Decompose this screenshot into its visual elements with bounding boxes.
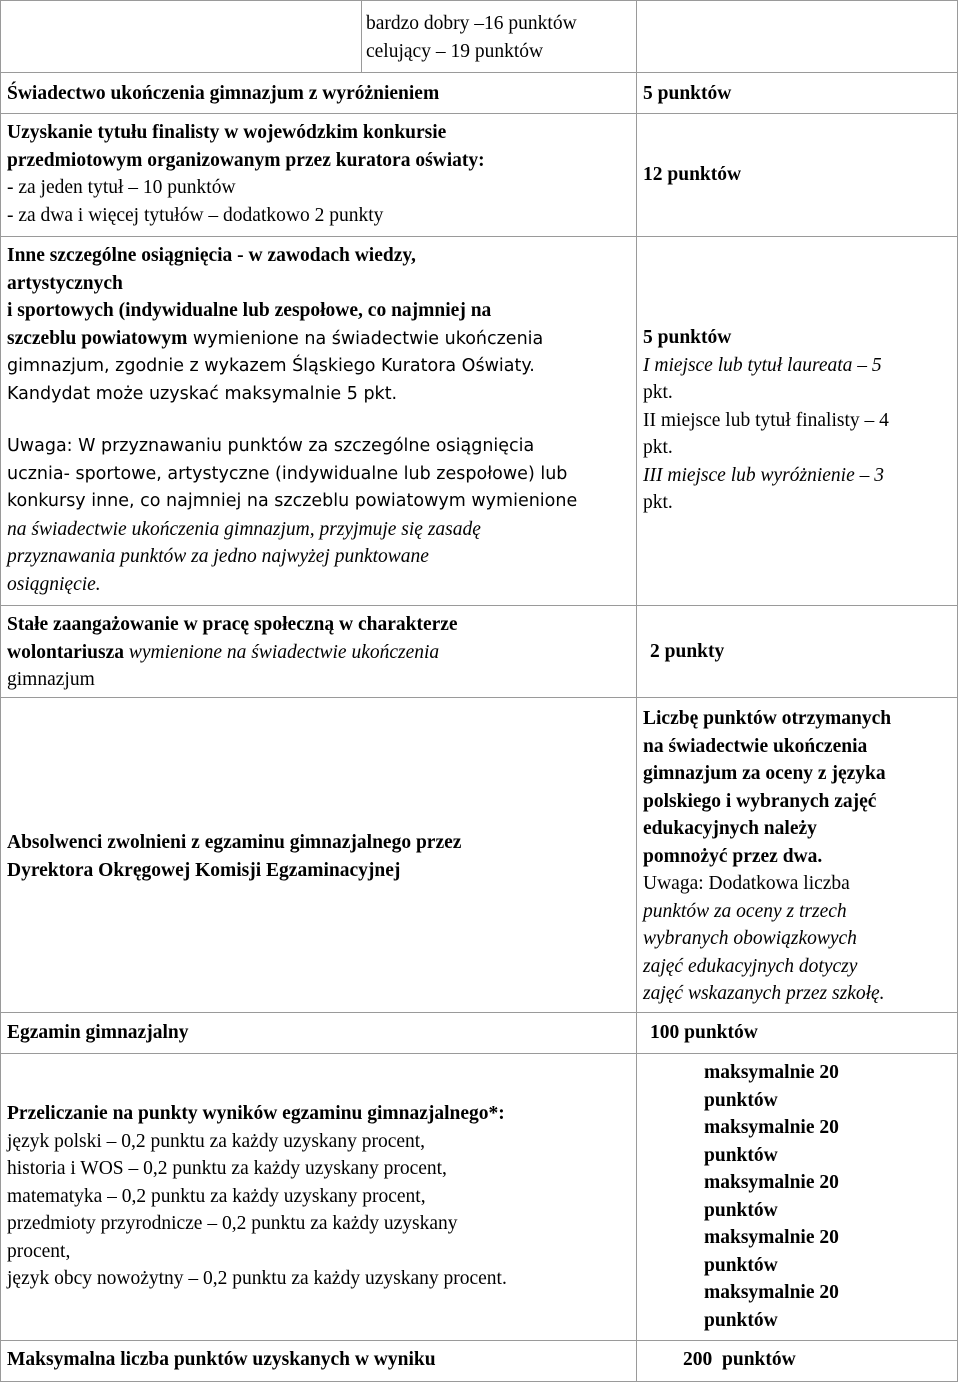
total-label: Maksymalna liczba punktów uzyskanych w wyniku bbox=[7, 1349, 436, 1370]
volunteer-description: Stałe zaangażowanie w pracę społeczną w charakterze wolontariusza wymienione na świadectwie ukończenia gimnazjum bbox=[7, 614, 458, 690]
certificate-label: Świadectwo ukończenia gimnazjum z wyróżnieniem bbox=[7, 83, 440, 104]
exempt-rule: Liczbę punktów otrzymanych na świadectwie ukończenia gimnazjum za oceny z języka polskiego i wybranych zajęć edukacyjnych należy pomnożyć przez dwa. Uwaga: Dodatkowa liczba punktów za oceny z trzech wybranych obowiązkowych zajęć edukacyjnych dotyczy zajęć wskazanych przez szkołę. bbox=[643, 708, 892, 1004]
row-divider bbox=[0, 113, 958, 114]
exempt-description: Absolwenci zwolnieni z egzaminu gimnazjalnego przez Dyrektora Okręgowej Komisji Egzaminacyjnej bbox=[7, 832, 462, 881]
row-divider bbox=[0, 1053, 958, 1054]
achievements-points: 5 punktów I miejsce lub tytuł laureata – 5 pkt. II miejsce lub tytuł finalisty – 4 pkt. III miejsce lub wyróżnienie – 3 pkt. bbox=[643, 327, 889, 513]
finalist-points: 12 punktów bbox=[643, 164, 742, 185]
achievements-description: Inne szczególne osiągnięcia - w zawodach wiedzy, artystycznych i sportowych (indywidualne lub zespołowe, co najmniej na szczeblu powiatowym wymienione na świadectwie ukończenia gimnazjum, zgodnie z wykazem Śląskiego Kuratora Oświaty. Kandydat może uzyskać maksymalnie 5 pkt. bbox=[7, 245, 544, 404]
row-divider bbox=[0, 1340, 958, 1341]
volunteer-points: 2 punkty bbox=[650, 641, 725, 662]
conversion-points: maksymalnie 20 punktów maksymalnie 20 punktów maksymalnie 20 punktów maksymalnie 20 punktów maksymalnie 20 punktów bbox=[704, 1062, 839, 1331]
column-divider bbox=[361, 0, 362, 72]
total-points: 200 punktów bbox=[683, 1349, 796, 1370]
finalist-description: Uzyskanie tytułu finalisty w wojewódzkim konkursie przedmiotowym organizowanym przez kuratora oświaty: - za jeden tytuł – 10 punktów - za dwa i więcej tytułów – dodatkowo 2 punkty bbox=[7, 122, 485, 226]
grade-very-good: bardzo dobry –16 punktów bbox=[366, 13, 577, 34]
exam-label: Egzamin gimnazjalny bbox=[7, 1022, 189, 1043]
conversion-description: Przeliczanie na punkty wyników egzaminu gimnazjalnego*: język polski – 0,2 punktu za każdy uzyskany procent, historia i WOS – 0,2 punktu za każdy uzyskany procent, matematyka – 0,2 punktu za każdy uzyskany procent, przedmioty przyrodnicze – 0,2 punktu za każdy uzyskany procent, język obcy nowożytny – 0,2 punktu za każdy uzyskany procent. bbox=[7, 1103, 507, 1289]
row-divider bbox=[0, 697, 958, 698]
achievements-note: Uwaga: W przyznawaniu punktów za szczególne osiągnięcia ucznia- sportowe, artystyczne (indywidualne lub zespołowe) lub konkursy inne, co najmniej na szczeblu powiatowym wymienione na świadectwie ukończenia gimnazjum, przyjmuje się zasadę przyznawania punktów za jedno najwyżej punktowane osiągnięcie. bbox=[7, 436, 578, 595]
column-divider bbox=[636, 0, 637, 1382]
exam-points: 100 punktów bbox=[650, 1022, 758, 1043]
row-divider bbox=[0, 236, 958, 237]
row-divider bbox=[0, 605, 958, 606]
row-divider bbox=[0, 1012, 958, 1013]
grade-excellent: celujący – 19 punktów bbox=[366, 40, 544, 62]
row-divider bbox=[0, 72, 958, 73]
grades-cell bbox=[366, 10, 577, 65]
certificate-points: 5 punktów bbox=[643, 83, 732, 104]
